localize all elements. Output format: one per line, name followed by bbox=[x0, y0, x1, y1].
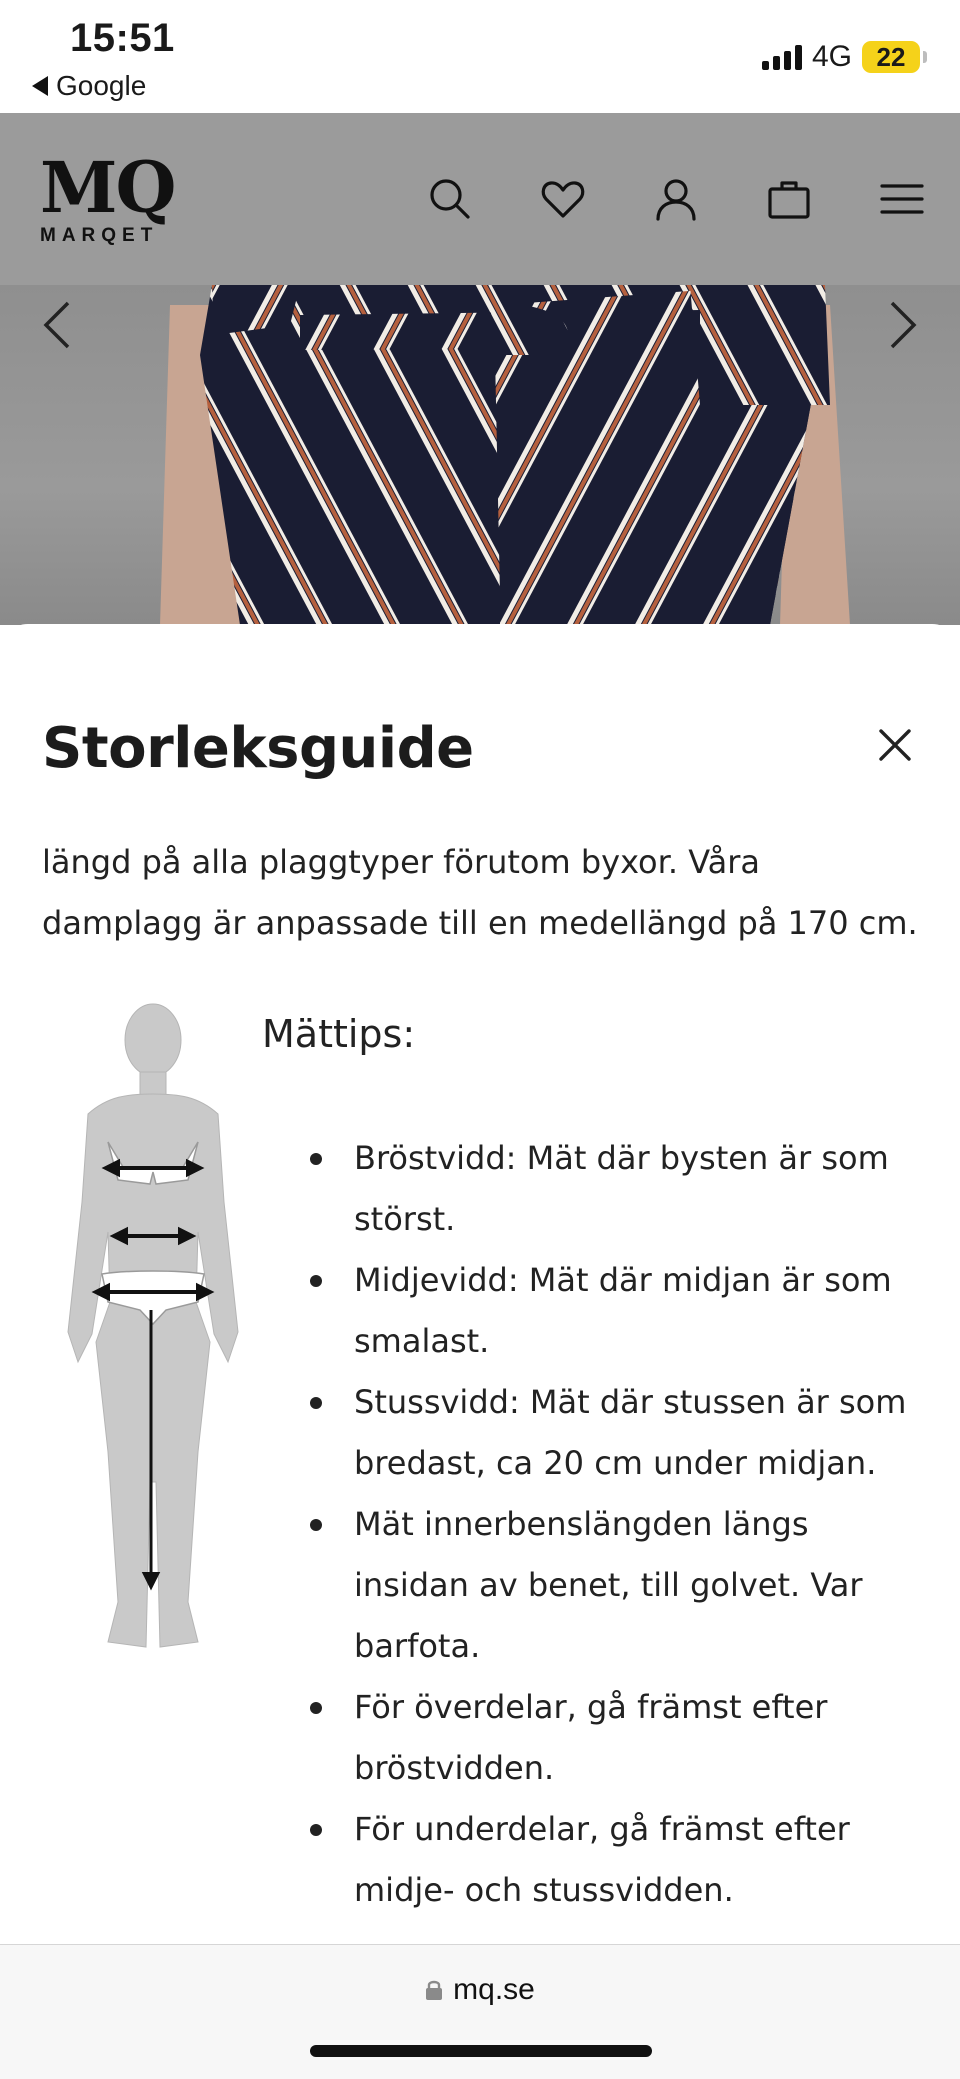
site-header bbox=[0, 113, 960, 285]
product-photo bbox=[0, 285, 960, 625]
list-item: Mät innerbenslängden längs insidan av benet, till golvet. Var barfota. bbox=[310, 1494, 920, 1677]
sheet-title: Storleksguide bbox=[42, 716, 474, 781]
url-display[interactable] bbox=[0, 1973, 960, 2007]
status-bar bbox=[0, 0, 960, 113]
close-icon[interactable] bbox=[872, 722, 918, 768]
menu-icon[interactable] bbox=[874, 171, 930, 227]
url-text: mq.se bbox=[453, 1973, 535, 2006]
back-to-app-link[interactable] bbox=[32, 70, 146, 102]
tips-list bbox=[310, 1128, 920, 1921]
logo-wordmark: MARQET bbox=[40, 225, 159, 246]
body-measurement-figure bbox=[38, 1002, 264, 1652]
heart-icon[interactable] bbox=[535, 171, 591, 227]
search-icon[interactable] bbox=[422, 171, 478, 227]
status-time: 15:51 bbox=[70, 16, 175, 60]
bag-icon[interactable] bbox=[761, 171, 817, 227]
network-label: 4G bbox=[811, 40, 852, 73]
battery-icon: 22 bbox=[862, 41, 920, 73]
size-guide-sheet bbox=[0, 624, 960, 1944]
logo[interactable] bbox=[40, 146, 180, 253]
product-image-carousel[interactable] bbox=[0, 285, 960, 625]
list-item: Bröstvidd: Mät där bysten är som störst. bbox=[310, 1128, 920, 1250]
header-actions bbox=[422, 171, 930, 227]
list-item: För överdelar, gå främst efter bröstvidden. bbox=[310, 1677, 920, 1799]
back-app-label: Google bbox=[56, 70, 147, 101]
browser-url-bar[interactable] bbox=[0, 1944, 960, 2079]
list-item: Midjevidd: Mät där midjan är som smalast. bbox=[310, 1250, 920, 1372]
chevron-right-icon[interactable] bbox=[882, 295, 922, 355]
status-indicators bbox=[762, 40, 920, 74]
signal-icon bbox=[762, 44, 802, 70]
user-icon[interactable] bbox=[648, 171, 704, 227]
home-indicator[interactable] bbox=[310, 2045, 652, 2057]
size-guide-intro: längd på alla plaggtyper förutom byxor. Våra damplagg är anpassade till en medellängd på 170 cm. bbox=[42, 843, 918, 942]
chevron-left-icon[interactable] bbox=[38, 295, 78, 355]
list-item: Stussvidd: Mät där stussen är som bredast, ca 20 cm under midjan. bbox=[310, 1372, 920, 1494]
lock-icon bbox=[425, 1979, 443, 2001]
logo-mark: MQ bbox=[40, 146, 175, 229]
back-triangle-icon bbox=[32, 76, 48, 96]
tips-heading: Mättips: bbox=[262, 1012, 416, 1056]
list-item: För underdelar, gå främst efter midje- och stussvidden. bbox=[310, 1799, 920, 1921]
